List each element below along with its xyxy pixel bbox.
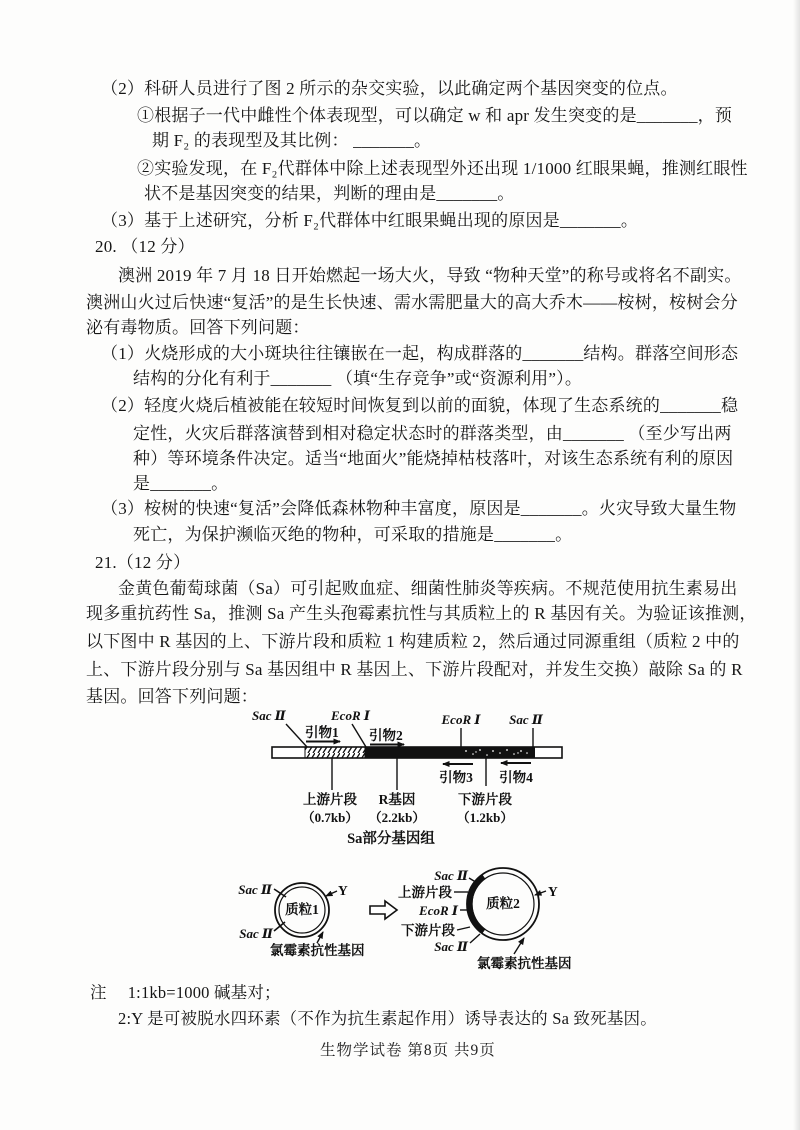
q19-sub2-line: ②实验发现，在 F₂代群体中除上述表现型外还出现 1/1000 红眼果蝇，推测红眼性	[137, 159, 748, 178]
primer1-label: 引物1	[305, 725, 339, 740]
plasmid2-cm-pointer	[514, 938, 524, 954]
q19-sub1-line: ①根据子一代中雌性个体表现型，可以确定 w 和 apr 发生突变的是_______，预	[137, 106, 733, 125]
q20-part2-line4: 是_______。	[133, 474, 229, 493]
plasmid2-sac2-top: Sac Ⅱ	[434, 868, 468, 883]
upstream-size: （0.7kb）	[301, 810, 359, 825]
rgene-label: R基因	[378, 792, 416, 807]
plasmid1-cm-label: 氯霉素抗性基因	[270, 943, 365, 958]
q19-part3-line: （3）基于上述研究，分析 F₂代群体中红眼果蝇出现的原因是_______。	[101, 211, 639, 230]
q19-sub2-line2: 状不是基因突变的结果，判断的理由是_______。	[144, 184, 515, 203]
q20-part3-line1: （3）桉树的快速“复活”会降低森林物种丰富度，原因是_______。火灾导致大量生物	[101, 499, 737, 518]
q21-intro-line2: 现多重抗药性 Sa，推测 Sa 产生头孢霉素抗性与其质粒上的 R 基因有关。为验证该推测，	[86, 604, 757, 623]
q20-intro-line2: 澳洲山火过后快速“复活”的是生长快速、需水需肥量大的高大乔木——桉树，桉树会分	[86, 293, 738, 312]
plasmid1-name: 质粒1	[285, 902, 319, 917]
plasmid1-cm-pointer	[317, 932, 323, 943]
plasmid2-downstream-label: 下游片段	[401, 923, 455, 938]
q20-part1-line1: （1）火烧形成的大小斑块往往镶嵌在一起，构成群落的_______结构。群落空间形态	[101, 344, 739, 363]
q20-part2-line1: （2）轻度火烧后植被能在较短时间恢复到以前的面貌，体现了生态系统的_______稳	[101, 396, 739, 415]
gene-map-figure	[230, 698, 600, 983]
ecor1-left-pointer	[352, 724, 366, 747]
note-line1: 注 1:1kb=1000 碱基对；	[90, 983, 281, 1002]
q20-intro-line1: 澳洲 2019 年 7 月 18 日开始燃起一场大火，导致 “物种天堂”的称号或将名不副实。	[118, 266, 742, 285]
primer4-label: 引物4	[499, 770, 533, 785]
plasmid1-sac2-top: Sac Ⅱ	[238, 882, 272, 897]
sac2-left-pointer	[286, 724, 307, 747]
plasmid2-sac2-bottom-tick	[470, 934, 480, 943]
q21-intro-line1: 金黄色葡萄球菌（Sa）可引起败血症、细菌性肺炎等疾病。不规范使用抗生素易出	[118, 579, 738, 598]
plasmid1-sac2-bottom: Sac Ⅱ	[239, 926, 273, 941]
plasmid2-sac2-bottom: Sac Ⅱ	[434, 939, 468, 954]
ecor1-right-label: EcoR Ⅰ	[441, 712, 481, 727]
q21-intro-line3: 以下图中 R 基因的上、下游片段和质粒 1 构建质粒 2，然后通过同源重组（质粒 2 中的	[86, 632, 740, 651]
q20-part1-line2: 结构的分化有利于_______ （填“生存竞争”或“资源利用”）。	[133, 369, 583, 388]
q20-heading: 20. （12 分）	[95, 237, 195, 256]
q20-intro-line3: 泌有毒物质。回答下列问题：	[86, 318, 310, 337]
q20-part2-line2: 定性，火灾后群落演替到相对稳定状态时的群落类型，由_______ （至少写出两	[133, 424, 732, 443]
plasmid1-y-label: Y	[338, 883, 348, 898]
plasmid2-name: 质粒2	[486, 896, 520, 911]
scan-edge-artifact	[793, 0, 800, 1130]
upstream-label: 上游片段	[303, 792, 357, 807]
q21-intro-line4: 上、下游片段分别与 Sa 基因组中 R 基因上、下游片段配对，并发生交换）敲除 Sa 的 R	[86, 660, 743, 679]
ecor1-left-label: EcoR Ⅰ	[331, 708, 370, 723]
plasmid2-ecor1-label: EcoR Ⅰ	[419, 903, 458, 918]
q21-heading: 21.（12 分）	[95, 553, 191, 572]
rgene-segment	[365, 747, 535, 758]
downstream-size: （1.2kb）	[456, 810, 514, 825]
upstream-segment	[305, 747, 365, 758]
page-footer: 生物学试卷 第8页 共9页	[320, 1042, 496, 1059]
plasmid2-y-label: Y	[548, 884, 558, 899]
primer2-label: 引物2	[369, 728, 403, 743]
q20-part2-line3: 种）等环境条件决定。适当“地面火”能烧掉枯枝落叶，对该生态系统有利的原因	[133, 449, 734, 468]
primer3-label: 引物3	[439, 770, 473, 785]
note-line2: 2:Y 是可被脱水四环素（不作为抗生素起作用）诱导表达的 Sa 致死基因。	[118, 1009, 657, 1028]
q19-sub1-line2: 期 F₂ 的表现型及其比例： _______。	[152, 131, 432, 150]
q21-intro-line5: 基因。回答下列问题：	[86, 687, 258, 706]
q19-part2-line: （2）科研人员进行了图 2 所示的杂交实验，以此确定两个基因突变的位点。	[101, 79, 678, 98]
sac2-right-label: Sac Ⅱ	[509, 712, 543, 727]
plasmid2-cm-label: 氯霉素抗性基因	[477, 956, 572, 971]
q20-part3-line2: 死亡，为保护濒临灭绝的物种，可采取的措施是_______。	[133, 525, 573, 544]
downstream-label: 下游片段	[458, 792, 512, 807]
plasmid1-y-pointer	[326, 891, 337, 896]
plasmid2-downstream-tick	[457, 927, 470, 930]
plasmid2-upstream-label: 上游片段	[398, 885, 452, 900]
rgene-size: （2.2kb）	[368, 810, 426, 825]
transform-arrow	[370, 901, 397, 919]
sac2-left-label: Sac Ⅱ	[252, 708, 286, 723]
genome-caption: Sa部分基因组	[347, 831, 435, 847]
